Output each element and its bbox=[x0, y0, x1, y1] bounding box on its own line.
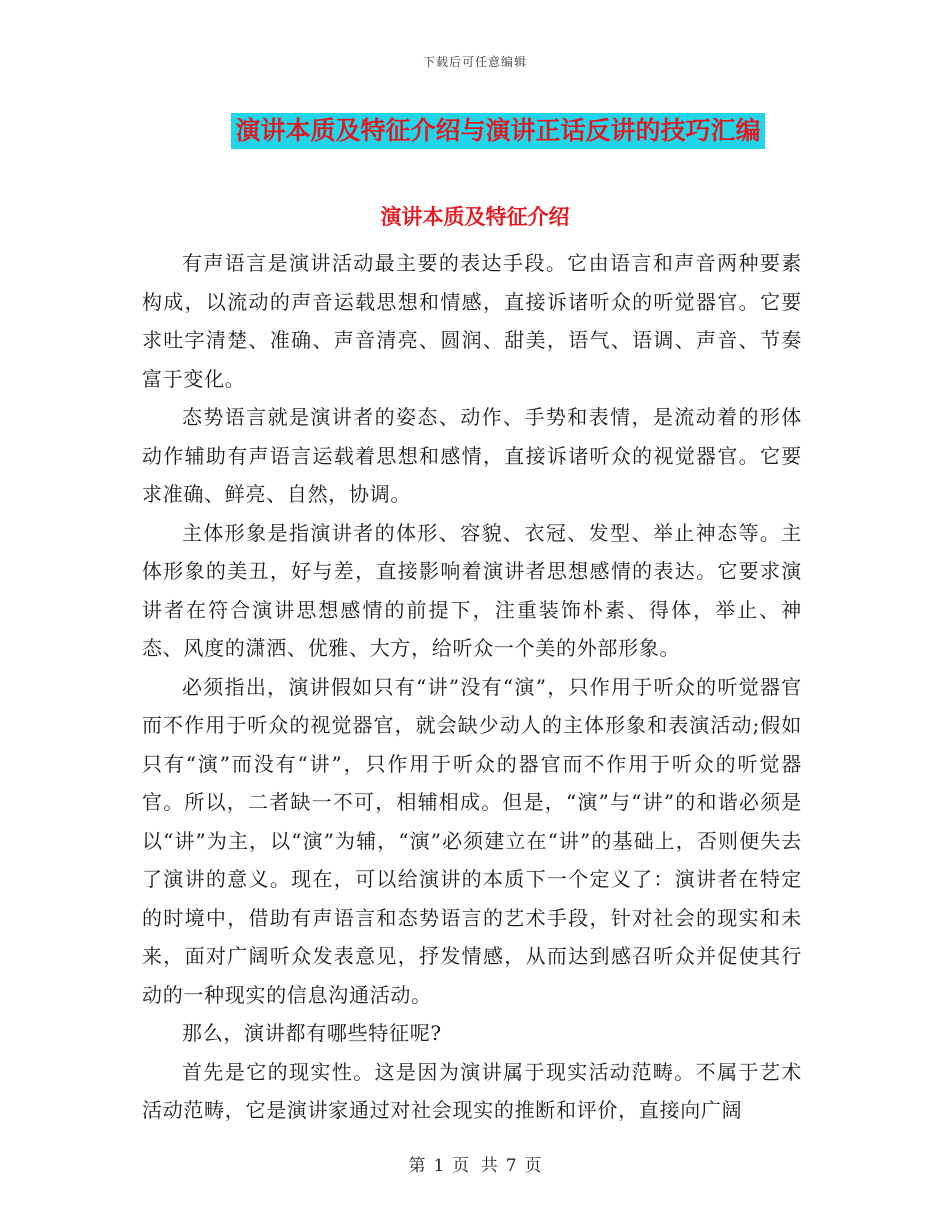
paragraph: 必须指出，演讲假如只有“讲”没有“演”，只作用于听众的听觉器官而不作用于听众的视觉器官，就会缺少动人的主体形象和表演活动;假如只有“演”而没有“讲”，只作用于听众的器官而不作用于听众的听觉器官。所以，二者缺一不可，相辅相成。但是，“演”与“讲”的和谐必须是以“讲”为主，以“演”为辅，“演”必须建立在“讲”的基础上，否则便失去了演讲的意义。现在，可以给演讲的本质下一个定义了：演讲者在特定的时境中，借助有声语言和态势语言的艺术手段，针对社会的现实和未来，面对广阔听众发表意见，抒发情感，从而达到感召听众并促使其行动的一种现实的信息沟通活动。 bbox=[142, 674, 802, 1007]
paragraph: 主体形象是指演讲者的体形、容貌、衣冠、发型、举止神态等。主体形象的美丑，好与差，直接影响着演讲者思想感情的表达。它要求演讲者在符合演讲思想感情的前提下，注重装饰朴素、得体，举止、神态、风度的潇洒、优雅、大方，给听众一个美的外部形象。 bbox=[142, 520, 802, 660]
page-label-middle: 页 共 bbox=[452, 1156, 498, 1176]
paragraph: 首先是它的现实性。这是因为演讲属于现实活动范畴。不属于艺术活动范畴，它是演讲家通过对社会现实的推断和评价，直接向广阔 bbox=[142, 1059, 802, 1122]
document-title: 演讲本质及特征介绍与演讲正话反讲的技巧汇编 bbox=[231, 113, 764, 149]
page-number-current: 1 bbox=[433, 1156, 445, 1176]
page-number-total: 7 bbox=[505, 1156, 517, 1176]
page-label-suffix: 页 bbox=[524, 1156, 542, 1176]
title-container bbox=[0, 113, 950, 149]
paragraph: 有声语言是演讲活动最主要的表达手段。它由语言和声音两种要素构成，以流动的声音运载思想和情感，直接诉诸听众的听觉器官。它要求吐字清楚、准确、声音清亮、圆润、甜美，语气、语调、声音、节奏富于变化。 bbox=[142, 251, 802, 391]
paragraph: 态势语言就是演讲者的姿态、动作、手势和表情，是流动着的形体动作辅助有声语言运载着思想和感情，直接诉诸听众的视觉器官。它要求准确、鲜亮、自然，协调。 bbox=[142, 405, 802, 506]
document-body bbox=[142, 244, 802, 1130]
section-title: 演讲本质及特征介绍 bbox=[380, 204, 570, 229]
page-label-prefix: 第 bbox=[408, 1156, 426, 1176]
paragraph: 那么，演讲都有哪些特征呢? bbox=[182, 1021, 442, 1045]
page-header-note: 下载后可任意编辑 bbox=[422, 55, 527, 69]
page-footer bbox=[0, 1151, 950, 1176]
